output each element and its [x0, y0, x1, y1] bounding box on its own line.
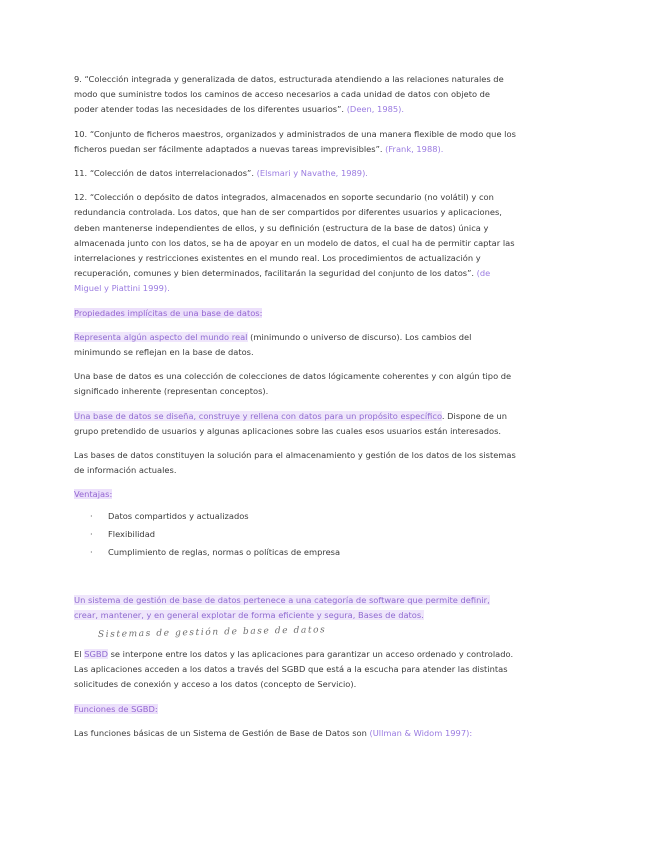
definition-item-12	[74, 190, 516, 296]
citation: (Elsmari y Navathe, 1989).	[256, 168, 368, 179]
ventajas-list	[74, 509, 516, 561]
list-item-text: Datos compartidos y actualizados	[108, 510, 249, 521]
heading-text: Ventajas:	[74, 489, 113, 500]
highlighted-abbr: SGBD	[84, 648, 108, 659]
highlighted-text: Representa algún aspecto del mundo real	[74, 331, 248, 342]
sgbd-definition	[74, 593, 516, 623]
definition-item-9	[74, 72, 516, 118]
list-item	[90, 545, 516, 560]
property-paragraph-3	[74, 409, 516, 439]
highlighted-text: Un sistema de gestión de base de datos pertenece a una categoría de software que permite definir, crear, mantener, y en general explotar de forma eficiente y segura, Bases de datos.	[74, 595, 490, 621]
list-item-text: Flexibilidad	[108, 528, 156, 539]
highlighted-text: Una base de datos se diseña, construye y rellena con datos para un propósito específico	[74, 410, 442, 421]
handwritten-note: Sistemas de gestión de base de datos	[97, 624, 327, 640]
bullet-icon: ·	[90, 528, 93, 539]
bullet-icon: ·	[90, 510, 93, 521]
paragraph-text: Las funciones básicas de un Sistema de Gestión de Base de Datos son	[74, 727, 367, 738]
definition-text: 10. “Conjunto de ficheros maestros, organizados y administrados de una manera flexible de modo que los ficheros puedan ser fácilmente adaptados a nuevas tareas imprevisibles”.	[74, 128, 516, 154]
section-heading-funciones	[74, 702, 516, 717]
property-paragraph-4: Las bases de datos constituyen la solución para el almacenamiento y gestión de los datos de los sistemas de información actuales.	[74, 450, 516, 476]
list-item-text: Cumplimiento de reglas, normas o políticas de empresa	[108, 547, 341, 558]
property-paragraph-1	[74, 330, 516, 360]
sgbd-paragraph	[74, 647, 516, 693]
property-paragraph-2: Una base de datos es una colección de colecciones de datos lógicamente coherentes y con algún tipo de significado inherente (representan conceptos).	[74, 371, 512, 397]
section-heading-propiedades	[74, 306, 516, 321]
heading-text: Funciones de SGBD:	[74, 703, 158, 714]
heading-text: Propiedades implícitas de una base de datos:	[74, 307, 263, 318]
citation: (Frank, 1988).	[385, 143, 444, 154]
paragraph-text: . Dispone de un grupo pretendido de usuarios y algunas aplicaciones sobre las cuales esos usuarios están interesados.	[74, 410, 508, 436]
paragraph-text: El	[74, 648, 85, 659]
document-body	[74, 72, 516, 750]
definition-text: 12. “Colección o depósito de datos integrados, almacenados en soporte secundario (no volátil) y con redundancia controlada. Los datos, que han de ser compartidos por diferentes usuarios y aplicaciones, deben mantenerse independientes de ellos, y su definición (estructura de la base de datos) única y almacenada junto con los datos, se ha de apoyar en un modelo de datos, el cual ha de permitir captar las interrelaciones y restricciones existentes en el mundo real. Los procedimientos de actualización y recuperación, comunes y bien determinados, facilitarán la seguridad del conjunto de los datos”.	[74, 192, 515, 279]
definition-item-10	[74, 127, 516, 157]
paragraph-text: (minimundo o universo de discurso). Los cambios del minimundo se reflejan en la base de datos.	[74, 331, 472, 358]
funciones-paragraph	[74, 726, 516, 741]
definition-item-11	[74, 166, 516, 181]
citation: (Ullman & Widom 1997):	[369, 727, 473, 738]
definition-text: 11. “Colección de datos interrelacionados”.	[74, 168, 254, 179]
definition-text: 9. “Colección integrada y generalizada de datos, estructurada atendiendo a las relaciones naturales de modo que suministre todos los caminos de acceso necesarios a cada unidad de datos con objeto de poder atender todas las necesidades de los diferentes usuarios”.	[74, 74, 504, 115]
bullet-icon: ·	[90, 547, 93, 558]
list-item	[90, 527, 516, 542]
citation: (de Miguel y Piattini 1999).	[74, 268, 491, 294]
list-item	[90, 509, 516, 524]
paragraph-text: se interpone entre los datos y las aplicaciones para garantizar un acceso ordenado y controlado. Las aplicaciones acceden a los datos a través del SGBD que está a la escucha para atender las distintas solicitudes de conexión y acceso a los datos (concepto de Servicio).	[74, 648, 514, 690]
spacer	[74, 563, 516, 593]
citation: (Deen, 1985).	[346, 104, 405, 115]
section-heading-ventajas	[74, 487, 516, 502]
